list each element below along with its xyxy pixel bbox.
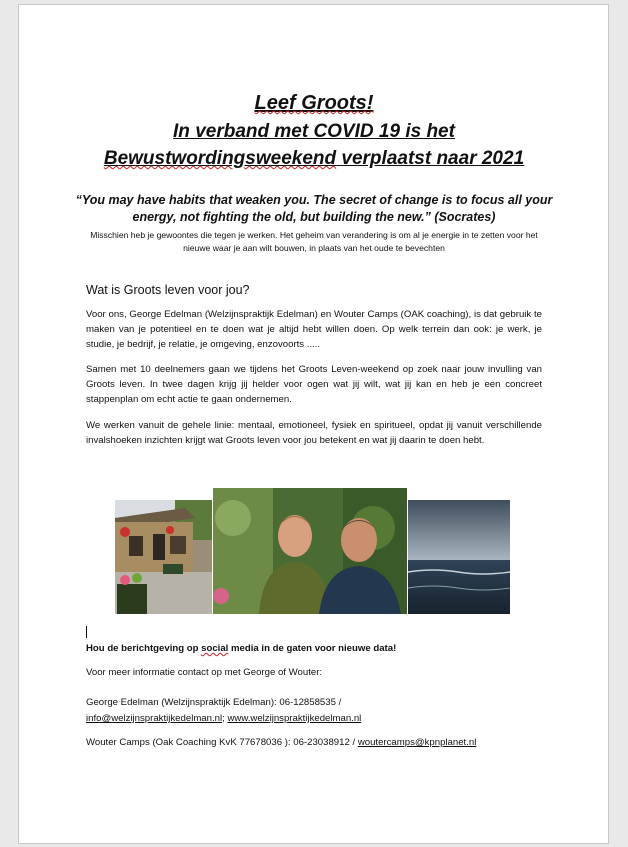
subtitle-line-2: Bewustwordingsweekend verplaatst naar 2021	[103, 148, 525, 169]
photo-george-and-wouter[interactable]	[213, 488, 407, 614]
contact-george-links: info@welzijnspraktijkedelman.nl; www.welzijnspraktijkedelman.nl	[86, 713, 362, 724]
text-cursor	[86, 626, 87, 638]
page-title: Leef Groots!	[254, 92, 374, 114]
paragraph-weekend: Samen met 10 deelnemers gaan we tijdens het Groots Leven-weekend op zoek naar jouw invulling van Groots leven. In twee dagen krijg jij helder voor ogen wat jij wilt, wat jij kan en heb je een concreet stappenplan om echt actie te gaan ondernemen.	[86, 364, 542, 405]
photo-building[interactable]	[115, 500, 212, 614]
contact-intro: Voor meer informatie contact op met George of Wouter:	[86, 667, 323, 678]
photo-sea[interactable]	[408, 500, 510, 614]
quote-translation: Misschien heb je gewoontes die tegen je werken. Het geheim van verandering is om al je energie in te zetten voor het nieuwe waar je aan wilt bouwen, in plaats van het oude te bevechten	[90, 230, 538, 253]
wouter-email-link[interactable]: woutercamps@kpnplanet.nl	[357, 737, 477, 748]
paragraph-approach: We werken vanuit de gehele linie: mentaal, emotioneel, fysiek en spiritueel, opdat jij vanuit verschillende invalshoeken inzichten krijgt wat Groots leven voor jou betekent en wat jij daarin te doen hebt.	[86, 420, 542, 446]
george-website-link[interactable]: www.welzijnspraktijkedelman.nl	[227, 713, 362, 724]
socrates-quote: “You may have habits that weaken you. The secret of change is to focus all your energy, not fighting the old, but building the new.” (Socrates)	[75, 193, 553, 224]
contact-wouter: Wouter Camps (Oak Coaching KvK 77678036 ): 06-23038912 / woutercamps@kpnplanet.nl	[86, 737, 477, 748]
george-email-link[interactable]: info@welzijnspraktijkedelman.nl	[86, 713, 223, 724]
contact-george: George Edelman (Welzijnspraktijk Edelman): 06-12858535 /	[86, 697, 342, 708]
social-media-notice: Hou de berichtgeving op social media in de gaten voor nieuwe data!	[86, 643, 397, 654]
paragraph-intro: Voor ons, George Edelman (Welzijnspraktijk Edelman) en Wouter Camps (OAK coaching), is dat gebruik te maken van je potentieel en te doen wat je altijd hebt willen doen. Op welk terrein dan ook: je werk, je studie, je bedrijf, je relatie, je omgeving, enzovoorts .....	[86, 309, 542, 350]
section-heading: Wat is Groots leven voor jou?	[86, 283, 250, 297]
subtitle-line-1: In verband met COVID 19 is het	[173, 121, 455, 142]
